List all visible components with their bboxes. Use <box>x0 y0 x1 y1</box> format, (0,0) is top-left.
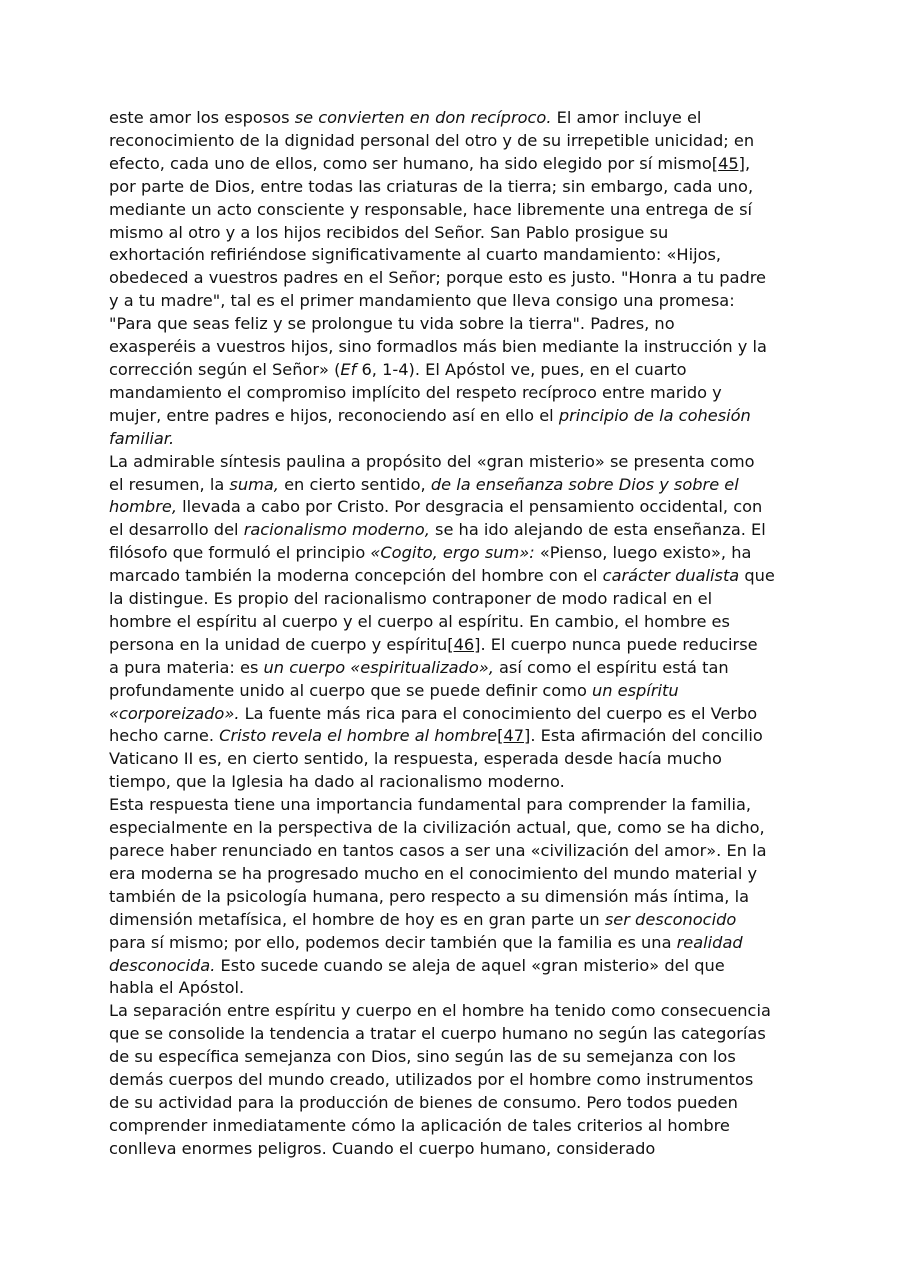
text-run: obedeced a vuestros padres en el Señor; porque esto es justo. "Honra a tu padre <box>109 268 767 288</box>
text-run: mismo al otro y a los hijos recibidos del Señor. San Pablo prosigue su <box>109 222 669 242</box>
text-line <box>109 428 809 451</box>
text-line <box>109 153 809 176</box>
text-run: «Pienso, luego existo», ha <box>534 543 752 563</box>
paragraph <box>109 794 809 1000</box>
text-run: el resumen, la <box>109 474 230 494</box>
text-line <box>109 932 809 955</box>
text-run: , <box>744 153 751 173</box>
text-run: marcado también la moderna concepción del hombre con el <box>109 566 603 586</box>
paragraph <box>109 1000 809 1160</box>
text-line <box>109 130 809 153</box>
text-run: que se consolide la tendencia a tratar el cuerpo humano no según las categorías <box>109 1024 766 1044</box>
text-run: La admirable síntesis paulina a propósito del «gran misterio» se presenta como <box>109 451 755 471</box>
italic-text: principio de la cohesión <box>558 405 751 425</box>
text-run: habla el Apóstol. <box>109 978 245 998</box>
text-line <box>109 611 809 634</box>
footnote-link[interactable]: [47] <box>497 726 531 746</box>
text-line <box>109 474 809 497</box>
text-line <box>109 1046 809 1069</box>
text-run: comprender inmediatamente cómo la aplicación de tales criterios al hombre <box>109 1115 730 1135</box>
italic-text: carácter dualista <box>602 566 740 586</box>
text-run: parece haber renunciado en tantos casos a ser una «civilización del amor». En la <box>109 841 767 860</box>
text-line <box>109 405 809 428</box>
text-line <box>109 771 809 794</box>
text-run: dimensión metafísica, el hombre de hoy es en gran parte un <box>109 909 605 929</box>
text-run: 6, 1-4). El Apóstol ve, pues, en el cuarto <box>356 359 687 379</box>
footnote-link[interactable]: [45] <box>711 153 745 173</box>
text-line <box>109 542 809 565</box>
text-line <box>109 244 809 267</box>
text-run: por parte de Dios, entre todas las criaturas de la tierra; sin embargo, cada uno, <box>109 176 754 196</box>
text-run: Vaticano II es, en cierto sentido, la respuesta, esperada desde hacía mucho <box>109 749 722 769</box>
text-run: mediante un acto consciente y responsable, hace libremente una entrega de sí <box>109 199 753 219</box>
text-line <box>109 336 809 359</box>
text-run: . El cuerpo nunca puede reducirse <box>480 634 758 654</box>
text-run: para sí mismo; por ello, podemos decir también que la familia es una <box>109 932 677 952</box>
text-line <box>109 863 809 886</box>
italic-text: Cristo revela el hombre al hombre <box>219 726 498 746</box>
text-line <box>109 886 809 909</box>
text-line <box>109 840 809 863</box>
italic-text: Ef <box>340 359 357 379</box>
italic-text: «Cogito, ergo sum»: <box>370 543 535 563</box>
text-run: persona en la unidad de cuerpo y espíritu <box>109 634 448 654</box>
text-line <box>109 703 809 726</box>
italic-text: se convierten en don recíproco. <box>294 108 552 127</box>
text-line <box>109 222 809 245</box>
italic-text: de la enseñanza sobre Dios y sobre el <box>430 474 739 494</box>
text-line <box>109 313 809 336</box>
paragraph <box>109 107 809 451</box>
text-line <box>109 748 809 771</box>
text-line <box>109 1092 809 1115</box>
text-run: así como el espíritu está tan <box>493 657 729 677</box>
text-run: especialmente en la perspectiva de la civilización actual, que, como se ha dicho, <box>109 818 765 838</box>
text-line <box>109 199 809 222</box>
text-line <box>109 565 809 588</box>
text-run: este amor los esposos <box>109 108 295 127</box>
text-run: exasperéis a vuestros hijos, sino formadlos más bien mediante la instrucción y la <box>109 337 767 357</box>
text-line <box>109 955 809 978</box>
text-run: mujer, entre padres e hijos, reconociendo así en ello el <box>109 405 559 425</box>
text-run: "Para que seas feliz y se prolongue tu vida sobre la tierra". Padres, no <box>109 314 675 334</box>
text-run: el desarrollo del <box>109 520 244 540</box>
text-line <box>109 1115 809 1138</box>
text-run: también de la psicología humana, pero respecto a su dimensión más íntima, la <box>109 886 750 906</box>
text-line <box>109 977 809 1000</box>
text-run: exhortación refiriéndose significativamente al cuarto mandamiento: «Hijos, <box>109 245 722 265</box>
text-line <box>109 176 809 199</box>
text-run: en cierto sentido, <box>278 474 431 494</box>
text-run: filósofo que formuló el principio <box>109 543 371 563</box>
italic-text: racionalismo moderno, <box>243 520 430 540</box>
text-run: profundamente unido al cuerpo que se puede definir como <box>109 680 592 700</box>
text-run: Esto sucede cuando se aleja de aquel «gran misterio» del que <box>215 955 725 975</box>
text-run: tiempo, que la Iglesia ha dado al racionalismo moderno. <box>109 772 565 792</box>
text-run: La separación entre espíritu y cuerpo en el hombre ha tenido como consecuencia <box>109 1001 771 1021</box>
italic-text: desconocida. <box>109 955 216 975</box>
text-run: efecto, cada uno de ellos, como ser humano, ha sido elegido por sí mismo <box>109 153 712 173</box>
text-line <box>109 588 809 611</box>
text-run: . Esta afirmación del concilio <box>530 726 763 746</box>
text-run: El amor incluye el <box>551 108 702 127</box>
text-run: hecho carne. <box>109 726 220 746</box>
italic-text: ser desconocido <box>604 909 737 929</box>
italic-text: familiar. <box>109 428 175 448</box>
italic-text: «corporeizado». <box>109 703 240 723</box>
text-line <box>109 451 809 474</box>
text-run: se ha ido alejando de esta enseñanza. El <box>429 520 766 540</box>
text-run: demás cuerpos del mundo creado, utilizados por el hombre como instrumentos <box>109 1070 754 1090</box>
text-line <box>109 657 809 680</box>
text-line <box>109 1000 809 1023</box>
text-line <box>109 634 809 657</box>
text-run: que <box>739 566 775 586</box>
text-line <box>109 107 809 130</box>
italic-text: un cuerpo «espiritualizado», <box>263 657 494 677</box>
text-run: reconocimiento de la dignidad personal del otro y de su irrepetible unicidad; en <box>109 130 755 150</box>
text-line <box>109 1023 809 1046</box>
text-line <box>109 909 809 932</box>
footnote-link[interactable]: [46] <box>447 634 481 654</box>
text-run: a pura materia: es <box>109 657 264 677</box>
italic-text: un espíritu <box>592 680 679 700</box>
text-run: conlleva enormes peligros. Cuando el cuerpo humano, considerado <box>109 1138 656 1158</box>
paragraph <box>109 451 809 795</box>
text-line <box>109 519 809 542</box>
text-line <box>109 1069 809 1092</box>
text-run: La fuente más rica para el conocimiento del cuerpo es el Verbo <box>239 703 758 723</box>
text-line <box>109 290 809 313</box>
text-line <box>109 382 809 405</box>
text-line <box>109 267 809 290</box>
text-line <box>109 1138 809 1161</box>
text-run: Esta respuesta tiene una importancia fundamental para comprender la familia, <box>109 795 752 815</box>
text-run: la distingue. Es propio del racionalismo contraponer de modo radical en el <box>109 589 713 609</box>
text-line <box>109 725 809 748</box>
italic-text: suma, <box>229 474 279 494</box>
document-body <box>109 107 809 1161</box>
italic-text: realidad <box>676 932 743 952</box>
text-run: llevada a cabo por Cristo. Por desgracia el pensamiento occidental, con <box>176 497 763 517</box>
text-line <box>109 680 809 703</box>
text-run: mandamiento el compromiso implícito del respeto recíproco entre marido y <box>109 382 722 402</box>
text-run: de su específica semejanza con Dios, sino según las de su semejanza con los <box>109 1047 736 1067</box>
text-run: era moderna se ha progresado mucho en el conocimiento del mundo material y <box>109 863 758 883</box>
text-line <box>109 794 809 817</box>
text-line <box>109 817 809 840</box>
text-run: hombre el espíritu al cuerpo y el cuerpo al espíritu. En cambio, el hombre es <box>109 611 730 631</box>
text-run: de su actividad para la producción de bienes de consumo. Pero todos pueden <box>109 1092 738 1112</box>
text-line <box>109 496 809 519</box>
text-run: corrección según el Señor» ( <box>109 359 341 379</box>
text-line <box>109 359 809 382</box>
text-run: y a tu madre", tal es el primer mandamiento que lleva consigo una promesa: <box>109 291 735 311</box>
document-page <box>109 107 809 1161</box>
italic-text: hombre, <box>109 497 177 517</box>
